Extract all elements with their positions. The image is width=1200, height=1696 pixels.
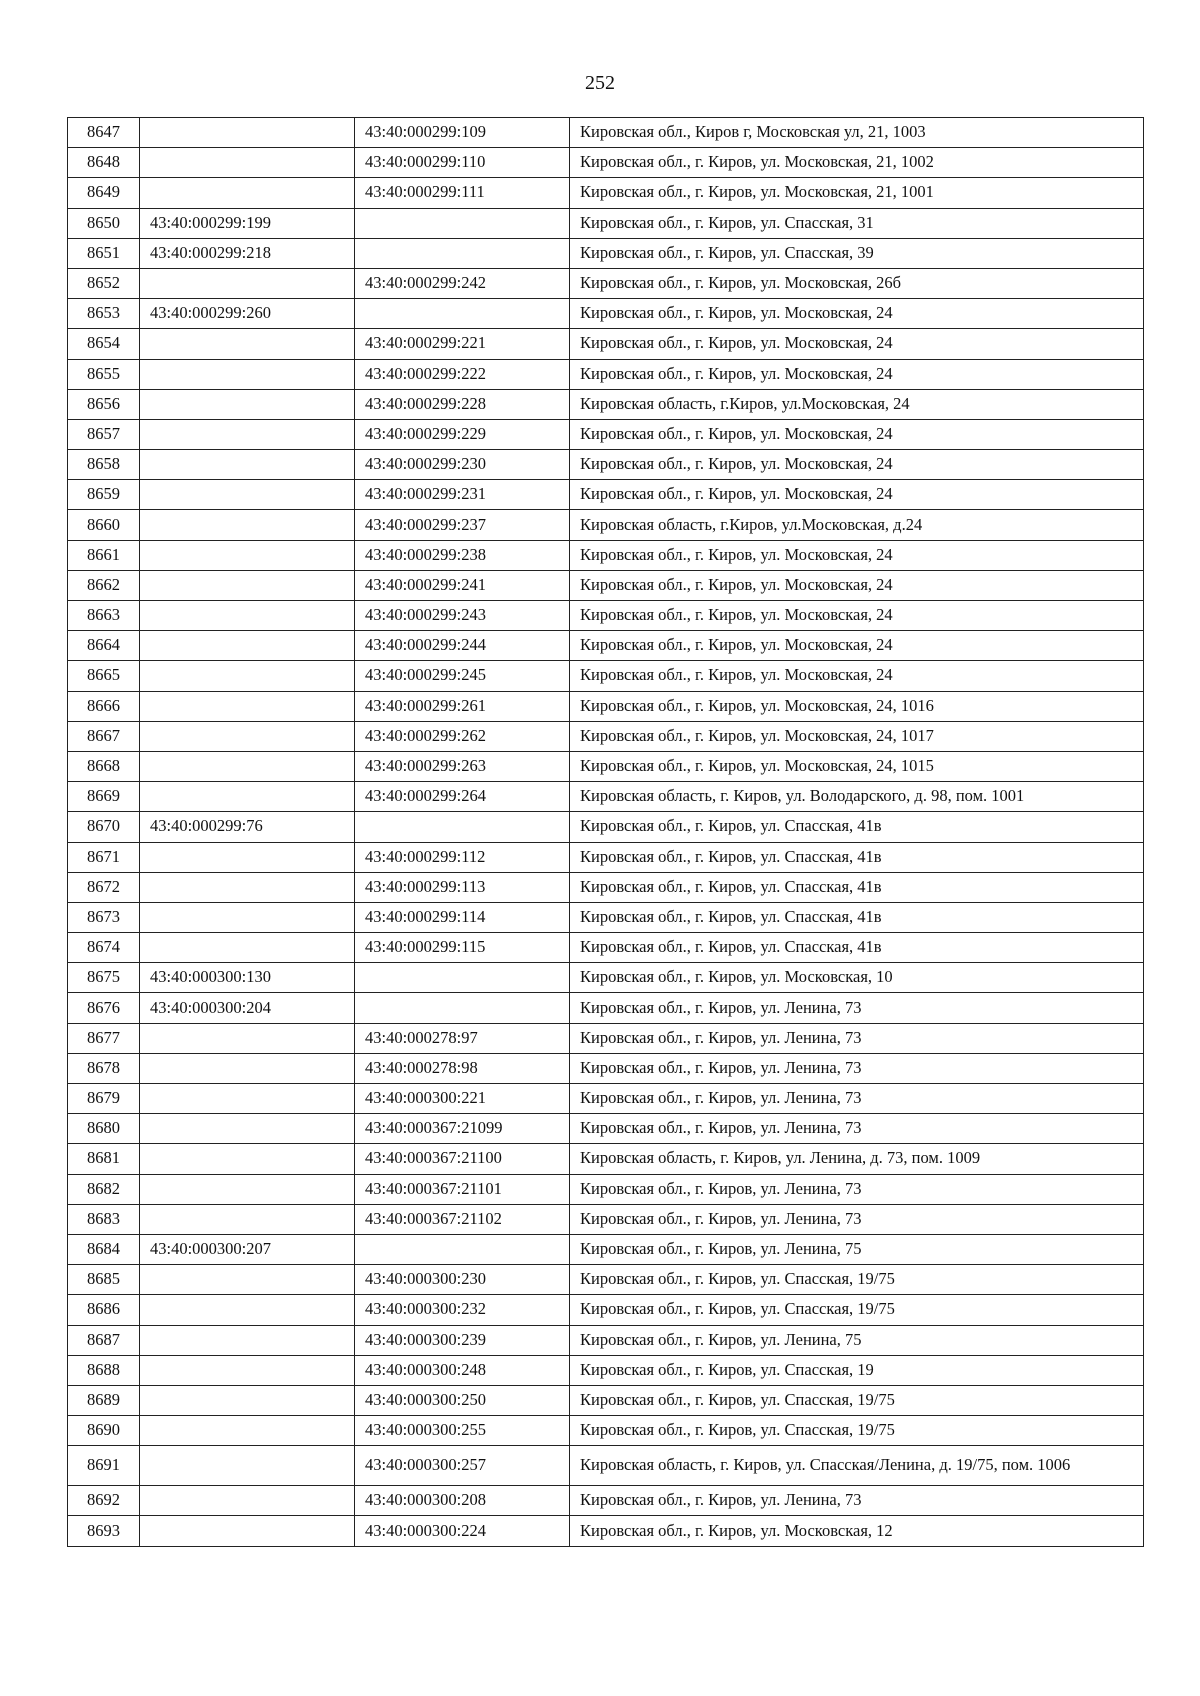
address-cell: Кировская обл., г. Киров, ул. Московская, 24 (570, 601, 1144, 631)
row-number-cell: 8684 (68, 1234, 140, 1264)
address-cell: Кировская обл., г. Киров, ул. Московская, 24 (570, 329, 1144, 359)
land-cadastral-number-cell (140, 1114, 355, 1144)
row-number-cell: 8658 (68, 450, 140, 480)
land-cadastral-number-cell (140, 782, 355, 812)
building-cadastral-number-cell: 43:40:000367:21101 (355, 1174, 570, 1204)
row-number-cell: 8675 (68, 963, 140, 993)
table-row (68, 178, 1144, 208)
row-number-cell: 8672 (68, 872, 140, 902)
table-row (68, 1516, 1144, 1546)
building-cadastral-number-cell: 43:40:000299:241 (355, 570, 570, 600)
table-row (68, 419, 1144, 449)
address-cell: Кировская обл., г. Киров, ул. Московская, 24 (570, 419, 1144, 449)
address-cell: Кировская обл., г. Киров, ул. Московская, 24 (570, 450, 1144, 480)
land-cadastral-number-cell (140, 450, 355, 480)
table-row (68, 299, 1144, 329)
row-number-cell: 8685 (68, 1265, 140, 1295)
table-row (68, 1416, 1144, 1446)
table-row (68, 208, 1144, 238)
land-cadastral-number-cell: 43:40:000300:204 (140, 993, 355, 1023)
row-number-cell: 8671 (68, 842, 140, 872)
land-cadastral-number-cell (140, 1144, 355, 1174)
row-number-cell: 8648 (68, 148, 140, 178)
building-cadastral-number-cell: 43:40:000299:238 (355, 540, 570, 570)
address-cell: Кировская обл., г. Киров, ул. Спасская, 19/75 (570, 1295, 1144, 1325)
table-row (68, 480, 1144, 510)
row-number-cell: 8651 (68, 238, 140, 268)
table-row (68, 601, 1144, 631)
building-cadastral-number-cell: 43:40:000300:232 (355, 1295, 570, 1325)
building-cadastral-number-cell: 43:40:000299:222 (355, 359, 570, 389)
building-cadastral-number-cell (355, 1234, 570, 1264)
table-row (68, 329, 1144, 359)
land-cadastral-number-cell (140, 178, 355, 208)
address-cell: Кировская обл., г. Киров, ул. Спасская, 39 (570, 238, 1144, 268)
table-row (68, 1355, 1144, 1385)
table-row (68, 1114, 1144, 1144)
address-cell: Кировская область, г.Киров, ул.Московская, д.24 (570, 510, 1144, 540)
address-cell: Кировская обл., г. Киров, ул. Спасская, 31 (570, 208, 1144, 238)
row-number-cell: 8681 (68, 1144, 140, 1174)
row-number-cell: 8678 (68, 1053, 140, 1083)
land-cadastral-number-cell (140, 419, 355, 449)
land-cadastral-number-cell (140, 570, 355, 600)
table-row (68, 1023, 1144, 1053)
row-number-cell: 8686 (68, 1295, 140, 1325)
land-cadastral-number-cell: 43:40:000300:207 (140, 1234, 355, 1264)
address-cell: Кировская обл., г. Киров, ул. Ленина, 73 (570, 1486, 1144, 1516)
land-cadastral-number-cell: 43:40:000299:76 (140, 812, 355, 842)
address-cell: Кировская обл., г. Киров, ул. Московская, 12 (570, 1516, 1144, 1546)
land-cadastral-number-cell: 43:40:000300:130 (140, 963, 355, 993)
building-cadastral-number-cell: 43:40:000300:248 (355, 1355, 570, 1385)
building-cadastral-number-cell: 43:40:000299:114 (355, 902, 570, 932)
land-cadastral-number-cell (140, 842, 355, 872)
land-cadastral-number-cell (140, 1084, 355, 1114)
row-number-cell: 8661 (68, 540, 140, 570)
building-cadastral-number-cell: 43:40:000300:255 (355, 1416, 570, 1446)
row-number-cell: 8662 (68, 570, 140, 600)
address-cell: Кировская обл., г. Киров, ул. Спасская, 41в (570, 872, 1144, 902)
row-number-cell: 8680 (68, 1114, 140, 1144)
row-number-cell: 8668 (68, 751, 140, 781)
row-number-cell: 8673 (68, 902, 140, 932)
address-cell: Кировская обл., г. Киров, ул. Спасская, 41в (570, 812, 1144, 842)
table-row (68, 238, 1144, 268)
address-cell: Кировская обл., г. Киров, ул. Московская, 21, 1002 (570, 148, 1144, 178)
row-number-cell: 8676 (68, 993, 140, 1023)
row-number-cell: 8666 (68, 691, 140, 721)
address-cell: Кировская обл., Киров г, Московская ул, 21, 1003 (570, 118, 1144, 148)
building-cadastral-number-cell (355, 963, 570, 993)
land-cadastral-number-cell (140, 1446, 355, 1486)
land-cadastral-number-cell (140, 1023, 355, 1053)
land-cadastral-number-cell: 43:40:000299:218 (140, 238, 355, 268)
table-row (68, 1174, 1144, 1204)
building-cadastral-number-cell: 43:40:000278:98 (355, 1053, 570, 1083)
registry-table-body (68, 118, 1144, 1547)
land-cadastral-number-cell (140, 359, 355, 389)
table-row (68, 1234, 1144, 1264)
address-cell: Кировская обл., г. Киров, ул. Московская, 24 (570, 570, 1144, 600)
table-row (68, 359, 1144, 389)
building-cadastral-number-cell: 43:40:000367:21100 (355, 1144, 570, 1174)
address-cell: Кировская обл., г. Киров, ул. Спасская, 19 (570, 1355, 1144, 1385)
table-row (68, 842, 1144, 872)
table-row (68, 812, 1144, 842)
building-cadastral-number-cell: 43:40:000367:21102 (355, 1204, 570, 1234)
land-cadastral-number-cell (140, 1385, 355, 1415)
land-cadastral-number-cell (140, 1325, 355, 1355)
table-row (68, 1204, 1144, 1234)
table-row (68, 268, 1144, 298)
row-number-cell: 8664 (68, 631, 140, 661)
address-cell: Кировская обл., г. Киров, ул. Московская, 21, 1001 (570, 178, 1144, 208)
address-cell: Кировская обл., г. Киров, ул. Ленина, 75 (570, 1234, 1144, 1264)
row-number-cell: 8653 (68, 299, 140, 329)
land-cadastral-number-cell (140, 540, 355, 570)
row-number-cell: 8654 (68, 329, 140, 359)
row-number-cell: 8657 (68, 419, 140, 449)
building-cadastral-number-cell: 43:40:000299:111 (355, 178, 570, 208)
row-number-cell: 8667 (68, 721, 140, 751)
row-number-cell: 8689 (68, 1385, 140, 1415)
table-row (68, 902, 1144, 932)
table-row (68, 963, 1144, 993)
building-cadastral-number-cell: 43:40:000300:239 (355, 1325, 570, 1355)
building-cadastral-number-cell: 43:40:000299:263 (355, 751, 570, 781)
table-row (68, 1053, 1144, 1083)
address-cell: Кировская обл., г. Киров, ул. Ленина, 73 (570, 1204, 1144, 1234)
table-row (68, 540, 1144, 570)
table-row (68, 1265, 1144, 1295)
land-cadastral-number-cell (140, 329, 355, 359)
building-cadastral-number-cell: 43:40:000367:21099 (355, 1114, 570, 1144)
row-number-cell: 8692 (68, 1486, 140, 1516)
address-cell: Кировская обл., г. Киров, ул. Московская, 24 (570, 661, 1144, 691)
table-row (68, 1295, 1144, 1325)
building-cadastral-number-cell: 43:40:000299:231 (355, 480, 570, 510)
row-number-cell: 8693 (68, 1516, 140, 1546)
row-number-cell: 8650 (68, 208, 140, 238)
table-row (68, 389, 1144, 419)
row-number-cell: 8655 (68, 359, 140, 389)
building-cadastral-number-cell (355, 812, 570, 842)
address-cell: Кировская область, г.Киров, ул.Московская, 24 (570, 389, 1144, 419)
table-row (68, 631, 1144, 661)
address-cell: Кировская обл., г. Киров, ул. Спасская, 19/75 (570, 1385, 1144, 1415)
table-row (68, 751, 1144, 781)
land-cadastral-number-cell (140, 691, 355, 721)
address-cell: Кировская обл., г. Киров, ул. Московская, 26б (570, 268, 1144, 298)
building-cadastral-number-cell: 43:40:000299:228 (355, 389, 570, 419)
building-cadastral-number-cell (355, 208, 570, 238)
row-number-cell: 8683 (68, 1204, 140, 1234)
land-cadastral-number-cell (140, 872, 355, 902)
building-cadastral-number-cell: 43:40:000299:115 (355, 933, 570, 963)
address-cell: Кировская обл., г. Киров, ул. Ленина, 73 (570, 1053, 1144, 1083)
row-number-cell: 8687 (68, 1325, 140, 1355)
address-cell: Кировская обл., г. Киров, ул. Московская, 24, 1015 (570, 751, 1144, 781)
row-number-cell: 8677 (68, 1023, 140, 1053)
land-cadastral-number-cell (140, 389, 355, 419)
building-cadastral-number-cell: 43:40:000299:221 (355, 329, 570, 359)
row-number-cell: 8665 (68, 661, 140, 691)
table-row (68, 1084, 1144, 1114)
address-cell: Кировская обл., г. Киров, ул. Спасская, 19/75 (570, 1265, 1144, 1295)
address-cell: Кировская область, г. Киров, ул. Ленина, д. 73, пом. 1009 (570, 1144, 1144, 1174)
address-cell: Кировская обл., г. Киров, ул. Московская, 24, 1016 (570, 691, 1144, 721)
building-cadastral-number-cell: 43:40:000299:229 (355, 419, 570, 449)
building-cadastral-number-cell: 43:40:000299:112 (355, 842, 570, 872)
land-cadastral-number-cell (140, 661, 355, 691)
land-cadastral-number-cell (140, 601, 355, 631)
row-number-cell: 8652 (68, 268, 140, 298)
land-cadastral-number-cell (140, 631, 355, 661)
address-cell: Кировская обл., г. Киров, ул. Московская, 24 (570, 480, 1144, 510)
table-row (68, 993, 1144, 1023)
building-cadastral-number-cell: 43:40:000278:97 (355, 1023, 570, 1053)
row-number-cell: 8656 (68, 389, 140, 419)
land-cadastral-number-cell (140, 148, 355, 178)
building-cadastral-number-cell: 43:40:000299:262 (355, 721, 570, 751)
building-cadastral-number-cell: 43:40:000299:261 (355, 691, 570, 721)
building-cadastral-number-cell (355, 993, 570, 1023)
land-cadastral-number-cell (140, 1416, 355, 1446)
land-cadastral-number-cell: 43:40:000299:199 (140, 208, 355, 238)
building-cadastral-number-cell: 43:40:000299:242 (355, 268, 570, 298)
building-cadastral-number-cell: 43:40:000299:230 (355, 450, 570, 480)
building-cadastral-number-cell: 43:40:000299:113 (355, 872, 570, 902)
row-number-cell: 8682 (68, 1174, 140, 1204)
address-cell: Кировская обл., г. Киров, ул. Ленина, 73 (570, 1174, 1144, 1204)
address-cell: Кировская область, г. Киров, ул. Спасская/Ленина, д. 19/75, пом. 1006 (570, 1446, 1144, 1486)
building-cadastral-number-cell: 43:40:000300:257 (355, 1446, 570, 1486)
address-cell: Кировская обл., г. Киров, ул. Ленина, 73 (570, 1023, 1144, 1053)
address-cell: Кировская область, г. Киров, ул. Володарского, д. 98, пом. 1001 (570, 782, 1144, 812)
building-cadastral-number-cell (355, 299, 570, 329)
row-number-cell: 8659 (68, 480, 140, 510)
building-cadastral-number-cell: 43:40:000299:243 (355, 601, 570, 631)
table-row (68, 661, 1144, 691)
land-cadastral-number-cell (140, 118, 355, 148)
land-cadastral-number-cell (140, 1486, 355, 1516)
table-row (68, 450, 1144, 480)
building-cadastral-number-cell: 43:40:000299:244 (355, 631, 570, 661)
land-cadastral-number-cell (140, 721, 355, 751)
address-cell: Кировская обл., г. Киров, ул. Спасская, 41в (570, 842, 1144, 872)
table-row (68, 721, 1144, 751)
table-row (68, 1385, 1144, 1415)
land-cadastral-number-cell (140, 751, 355, 781)
land-cadastral-number-cell (140, 1174, 355, 1204)
address-cell: Кировская обл., г. Киров, ул. Московская, 10 (570, 963, 1144, 993)
table-row (68, 1144, 1144, 1174)
building-cadastral-number-cell: 43:40:000299:264 (355, 782, 570, 812)
row-number-cell: 8690 (68, 1416, 140, 1446)
building-cadastral-number-cell: 43:40:000300:208 (355, 1486, 570, 1516)
address-cell: Кировская обл., г. Киров, ул. Московская, 24 (570, 359, 1144, 389)
row-number-cell: 8669 (68, 782, 140, 812)
table-row (68, 118, 1144, 148)
page-number: 252 (585, 72, 615, 94)
land-cadastral-number-cell (140, 1265, 355, 1295)
address-cell: Кировская обл., г. Киров, ул. Спасская, 41в (570, 902, 1144, 932)
registry-table (67, 117, 1144, 1547)
land-cadastral-number-cell (140, 1355, 355, 1385)
building-cadastral-number-cell: 43:40:000300:250 (355, 1385, 570, 1415)
table-row (68, 148, 1144, 178)
address-cell: Кировская обл., г. Киров, ул. Московская, 24 (570, 540, 1144, 570)
land-cadastral-number-cell (140, 933, 355, 963)
land-cadastral-number-cell (140, 1516, 355, 1546)
building-cadastral-number-cell (355, 238, 570, 268)
building-cadastral-number-cell: 43:40:000300:224 (355, 1516, 570, 1546)
table-row (68, 933, 1144, 963)
land-cadastral-number-cell (140, 268, 355, 298)
land-cadastral-number-cell (140, 510, 355, 540)
address-cell: Кировская обл., г. Киров, ул. Московская, 24 (570, 299, 1144, 329)
building-cadastral-number-cell: 43:40:000299:245 (355, 661, 570, 691)
row-number-cell: 8663 (68, 601, 140, 631)
address-cell: Кировская обл., г. Киров, ул. Ленина, 73 (570, 1114, 1144, 1144)
land-cadastral-number-cell (140, 1204, 355, 1234)
building-cadastral-number-cell: 43:40:000299:110 (355, 148, 570, 178)
land-cadastral-number-cell (140, 1295, 355, 1325)
table-row (68, 782, 1144, 812)
table-row (68, 510, 1144, 540)
row-number-cell: 8660 (68, 510, 140, 540)
table-row (68, 570, 1144, 600)
address-cell: Кировская обл., г. Киров, ул. Спасская, 19/75 (570, 1416, 1144, 1446)
table-row (68, 1486, 1144, 1516)
land-cadastral-number-cell: 43:40:000299:260 (140, 299, 355, 329)
table-row (68, 1325, 1144, 1355)
building-cadastral-number-cell: 43:40:000299:237 (355, 510, 570, 540)
row-number-cell: 8688 (68, 1355, 140, 1385)
land-cadastral-number-cell (140, 902, 355, 932)
building-cadastral-number-cell: 43:40:000300:230 (355, 1265, 570, 1295)
row-number-cell: 8691 (68, 1446, 140, 1486)
building-cadastral-number-cell: 43:40:000300:221 (355, 1084, 570, 1114)
address-cell: Кировская обл., г. Киров, ул. Ленина, 73 (570, 993, 1144, 1023)
land-cadastral-number-cell (140, 1053, 355, 1083)
address-cell: Кировская обл., г. Киров, ул. Спасская, 41в (570, 933, 1144, 963)
table-row (68, 1446, 1144, 1486)
row-number-cell: 8674 (68, 933, 140, 963)
row-number-cell: 8679 (68, 1084, 140, 1114)
address-cell: Кировская обл., г. Киров, ул. Московская, 24, 1017 (570, 721, 1144, 751)
address-cell: Кировская обл., г. Киров, ул. Ленина, 73 (570, 1084, 1144, 1114)
table-row (68, 872, 1144, 902)
building-cadastral-number-cell: 43:40:000299:109 (355, 118, 570, 148)
land-cadastral-number-cell (140, 480, 355, 510)
row-number-cell: 8649 (68, 178, 140, 208)
row-number-cell: 8670 (68, 812, 140, 842)
table-row (68, 691, 1144, 721)
row-number-cell: 8647 (68, 118, 140, 148)
address-cell: Кировская обл., г. Киров, ул. Московская, 24 (570, 631, 1144, 661)
address-cell: Кировская обл., г. Киров, ул. Ленина, 75 (570, 1325, 1144, 1355)
